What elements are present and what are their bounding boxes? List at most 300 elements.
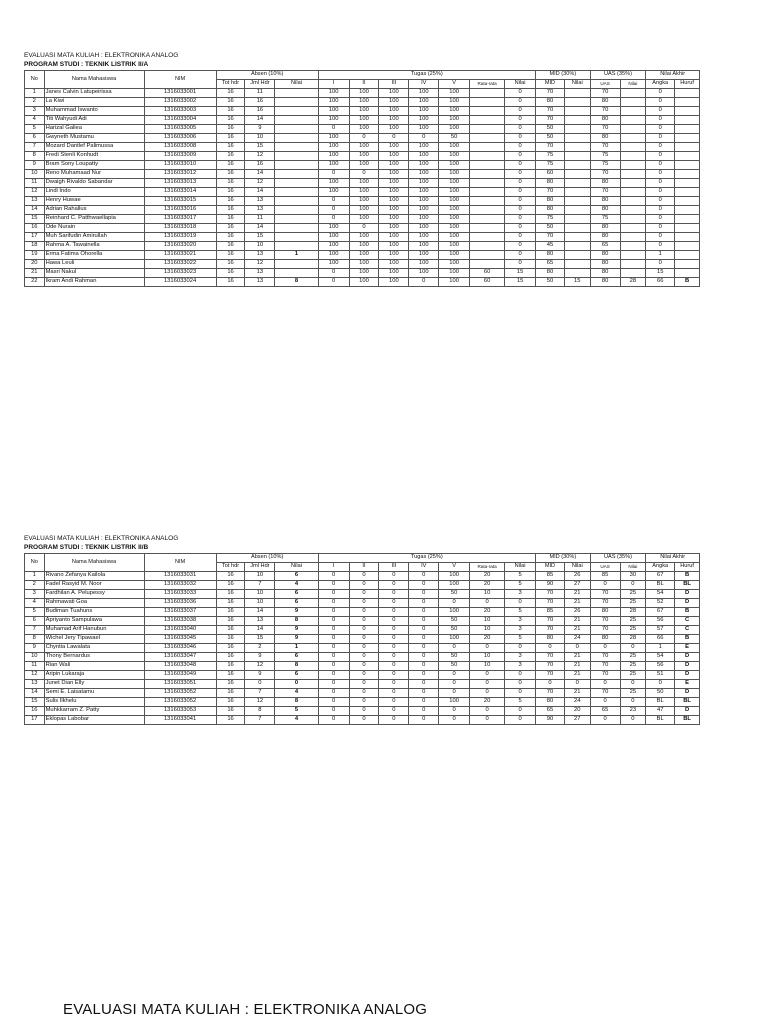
cell-rata: 0 bbox=[470, 680, 505, 689]
cell-nama: Fredi Stenli Konhudt bbox=[44, 152, 144, 161]
cell-absen-nilai bbox=[275, 269, 318, 278]
cell-tugas-nilai: 0 bbox=[505, 680, 536, 689]
table-row bbox=[25, 242, 700, 251]
col-absen: Absen (10%) bbox=[216, 554, 318, 563]
cell-tot-hdr: 16 bbox=[216, 179, 245, 188]
cell-angka: 0 bbox=[646, 260, 675, 269]
cell-tot-hdr: 16 bbox=[216, 581, 245, 590]
cell-t2: 100 bbox=[349, 143, 379, 152]
table-row bbox=[25, 143, 700, 152]
cell-rata: 0 bbox=[470, 599, 505, 608]
cell-t1: 0 bbox=[318, 572, 349, 581]
cell-mid-nilai bbox=[564, 125, 590, 134]
cell-rata bbox=[470, 197, 505, 206]
cell-nama: Wichel Jery Tipawael bbox=[44, 635, 144, 644]
cell-t1: 0 bbox=[318, 644, 349, 653]
cell-huruf bbox=[675, 134, 700, 143]
cell-t5: 50 bbox=[439, 626, 470, 635]
cell-jml-hdr: 0 bbox=[245, 680, 275, 689]
cell-t5: 100 bbox=[439, 581, 470, 590]
cell-uas: 70 bbox=[590, 617, 620, 626]
cell-huruf bbox=[675, 215, 700, 224]
cell-huruf bbox=[675, 125, 700, 134]
cell-t2: 0 bbox=[349, 626, 379, 635]
cell-rata bbox=[470, 206, 505, 215]
cell-jml-hdr: 13 bbox=[245, 278, 275, 287]
cell-absen-nilai bbox=[275, 116, 318, 125]
cell-uas: 80 bbox=[590, 98, 620, 107]
cell-no: 13 bbox=[25, 680, 45, 689]
cell-rata: 20 bbox=[470, 635, 505, 644]
cell-huruf bbox=[675, 161, 700, 170]
cell-angka: 66 bbox=[646, 278, 675, 287]
table-row bbox=[25, 224, 700, 233]
cell-t2: 0 bbox=[349, 608, 379, 617]
cell-rata bbox=[470, 179, 505, 188]
col-rata: Rata-rata bbox=[470, 563, 505, 572]
cell-nama: Muhammad Iswanto bbox=[44, 107, 144, 116]
cell-t5: 100 bbox=[439, 179, 470, 188]
cell-nim: 1316033023 bbox=[144, 269, 216, 278]
cell-nama: Muhamad Arif Hanubun bbox=[44, 626, 144, 635]
col-mid: MID (30%) bbox=[536, 71, 591, 80]
cell-tugas-nilai: 0 bbox=[505, 89, 536, 98]
cell-tot-hdr: 16 bbox=[216, 599, 245, 608]
cell-tugas-nilai: 0 bbox=[505, 161, 536, 170]
cell-uas: 70 bbox=[590, 107, 620, 116]
cell-rata: 20 bbox=[470, 698, 505, 707]
table-row bbox=[25, 626, 700, 635]
cell-no: 12 bbox=[25, 671, 45, 680]
cell-rata: 10 bbox=[470, 590, 505, 599]
cell-mid-nilai: 24 bbox=[564, 635, 590, 644]
cell-t1: 0 bbox=[318, 689, 349, 698]
cell-mid-nilai: 20 bbox=[564, 707, 590, 716]
cell-t1: 0 bbox=[318, 662, 349, 671]
table-b-body bbox=[25, 572, 700, 725]
table-row bbox=[25, 152, 700, 161]
cell-uas-nilai: 25 bbox=[620, 599, 646, 608]
cell-t1: 0 bbox=[318, 653, 349, 662]
cell-tot-hdr: 16 bbox=[216, 188, 245, 197]
cell-huruf bbox=[675, 224, 700, 233]
cell-tugas-nilai: 5 bbox=[505, 581, 536, 590]
cell-mid: 70 bbox=[536, 626, 565, 635]
cell-t4: 100 bbox=[409, 260, 439, 269]
cell-t3: 100 bbox=[379, 224, 409, 233]
cell-t1: 0 bbox=[318, 206, 349, 215]
cell-mid: 80 bbox=[536, 98, 565, 107]
cell-t3: 100 bbox=[379, 116, 409, 125]
cell-t5: 50 bbox=[439, 617, 470, 626]
cell-nim: 1316033024 bbox=[144, 278, 216, 287]
cell-t4: 0 bbox=[409, 698, 439, 707]
cell-huruf: B bbox=[675, 278, 700, 287]
table-row bbox=[25, 233, 700, 242]
cell-huruf: B bbox=[675, 572, 700, 581]
cell-t4: 0 bbox=[409, 662, 439, 671]
cell-mid-nilai: 21 bbox=[564, 653, 590, 662]
cell-rata bbox=[470, 224, 505, 233]
cell-mid-nilai bbox=[564, 233, 590, 242]
cell-tugas-nilai: 0 bbox=[505, 179, 536, 188]
cell-t3: 0 bbox=[379, 662, 409, 671]
cell-angka: BL bbox=[646, 716, 675, 725]
cell-t3: 100 bbox=[379, 107, 409, 116]
cell-huruf: E bbox=[675, 644, 700, 653]
cell-tot-hdr: 16 bbox=[216, 278, 245, 287]
cell-t1: 100 bbox=[318, 134, 349, 143]
table-row bbox=[25, 170, 700, 179]
cell-absen-nilai: 9 bbox=[275, 635, 318, 644]
cell-uas-nilai: 25 bbox=[620, 671, 646, 680]
cell-no: 3 bbox=[25, 107, 45, 116]
col-uas-sub: UAS bbox=[590, 80, 620, 89]
cell-mid: 90 bbox=[536, 581, 565, 590]
cell-t1: 0 bbox=[318, 626, 349, 635]
cell-mid: 70 bbox=[536, 590, 565, 599]
cell-jml-hdr: 10 bbox=[245, 590, 275, 599]
cell-uas-nilai bbox=[620, 242, 646, 251]
col-uas: UAS (35%) bbox=[590, 554, 646, 563]
cell-t5: 100 bbox=[439, 251, 470, 260]
col-t3: III bbox=[379, 80, 409, 89]
cell-mid: 80 bbox=[536, 197, 565, 206]
cell-jml-hdr: 7 bbox=[245, 689, 275, 698]
cell-tot-hdr: 16 bbox=[216, 680, 245, 689]
cell-t5: 100 bbox=[439, 215, 470, 224]
cell-absen-nilai: 8 bbox=[275, 698, 318, 707]
cell-angka: 0 bbox=[646, 107, 675, 116]
cell-t4: 100 bbox=[409, 125, 439, 134]
cell-tugas-nilai: 3 bbox=[505, 653, 536, 662]
cell-t1: 100 bbox=[318, 179, 349, 188]
cell-angka: 0 bbox=[646, 152, 675, 161]
cell-t1: 0 bbox=[318, 269, 349, 278]
table-row bbox=[25, 251, 700, 260]
col-t2: II bbox=[349, 563, 379, 572]
cell-t5: 100 bbox=[439, 635, 470, 644]
cell-rata bbox=[470, 170, 505, 179]
cell-mid: 75 bbox=[536, 152, 565, 161]
cell-rata bbox=[470, 242, 505, 251]
cell-rata bbox=[470, 251, 505, 260]
cell-mid: 80 bbox=[536, 635, 565, 644]
cell-angka: 0 bbox=[646, 179, 675, 188]
cell-uas: 80 bbox=[590, 134, 620, 143]
cell-t2: 100 bbox=[349, 260, 379, 269]
cell-tot-hdr: 16 bbox=[216, 125, 245, 134]
cell-t4: 100 bbox=[409, 179, 439, 188]
cell-t2: 0 bbox=[349, 224, 379, 233]
cell-uas-nilai: 28 bbox=[620, 278, 646, 287]
cell-rata bbox=[470, 215, 505, 224]
cell-huruf: D bbox=[675, 599, 700, 608]
cell-t2: 100 bbox=[349, 188, 379, 197]
cell-nim: 1316033020 bbox=[144, 242, 216, 251]
cell-uas: 80 bbox=[590, 278, 620, 287]
cell-nim: 1316033003 bbox=[144, 107, 216, 116]
cell-jml-hdr: 8 bbox=[245, 707, 275, 716]
cell-t3: 100 bbox=[379, 188, 409, 197]
table-row bbox=[25, 590, 700, 599]
cell-nim: 1316033037 bbox=[144, 608, 216, 617]
cell-mid: 80 bbox=[536, 269, 565, 278]
cell-t2: 0 bbox=[349, 134, 379, 143]
cell-t3: 0 bbox=[379, 653, 409, 662]
cell-nim: 1316033004 bbox=[144, 116, 216, 125]
cell-uas-nilai bbox=[620, 152, 646, 161]
cell-huruf bbox=[675, 260, 700, 269]
cell-uas-nilai bbox=[620, 215, 646, 224]
cell-angka: 67 bbox=[646, 572, 675, 581]
cell-t1: 100 bbox=[318, 116, 349, 125]
cell-t1: 0 bbox=[318, 278, 349, 287]
col-t1: I bbox=[318, 563, 349, 572]
cell-t5: 0 bbox=[439, 644, 470, 653]
cell-mid-nilai: 21 bbox=[564, 671, 590, 680]
cell-no: 20 bbox=[25, 260, 45, 269]
cell-nama: Hawa Leuli bbox=[44, 260, 144, 269]
cell-absen-nilai bbox=[275, 134, 318, 143]
cell-mid: 70 bbox=[536, 89, 565, 98]
cell-angka: 0 bbox=[646, 125, 675, 134]
cell-t3: 100 bbox=[379, 260, 409, 269]
cell-mid: 70 bbox=[536, 116, 565, 125]
cell-t5: 0 bbox=[439, 671, 470, 680]
cell-jml-hdr: 10 bbox=[245, 572, 275, 581]
cell-nama: Rivano Zefanya Kailola bbox=[44, 572, 144, 581]
cell-t2: 100 bbox=[349, 233, 379, 242]
cell-uas-nilai bbox=[620, 107, 646, 116]
cell-mid: 80 bbox=[536, 179, 565, 188]
cell-nama: La Kiwi bbox=[44, 98, 144, 107]
cell-t4: 0 bbox=[409, 707, 439, 716]
cell-jml-hdr: 7 bbox=[245, 716, 275, 725]
cell-t5: 100 bbox=[439, 143, 470, 152]
cell-t3: 100 bbox=[379, 179, 409, 188]
cell-angka: 0 bbox=[646, 680, 675, 689]
cell-mid: 0 bbox=[536, 644, 565, 653]
cell-mid-nilai: 15 bbox=[564, 278, 590, 287]
cell-t4: 0 bbox=[409, 581, 439, 590]
cell-absen-nilai bbox=[275, 188, 318, 197]
cell-absen-nilai: 6 bbox=[275, 572, 318, 581]
col-uas: UAS (35%) bbox=[590, 71, 646, 80]
cell-tot-hdr: 16 bbox=[216, 635, 245, 644]
cell-t1: 100 bbox=[318, 242, 349, 251]
col-huruf: Huruf bbox=[675, 80, 700, 89]
cell-nim: 1316033014 bbox=[144, 188, 216, 197]
cell-t5: 0 bbox=[439, 599, 470, 608]
cell-rata: 60 bbox=[470, 278, 505, 287]
cell-jml-hdr: 2 bbox=[245, 644, 275, 653]
cell-tugas-nilai: 5 bbox=[505, 608, 536, 617]
col-mid: MID (30%) bbox=[536, 554, 591, 563]
cell-t5: 50 bbox=[439, 590, 470, 599]
cell-jml-hdr: 15 bbox=[245, 233, 275, 242]
cell-nama: Ode Nurain bbox=[44, 224, 144, 233]
cell-tot-hdr: 16 bbox=[216, 626, 245, 635]
cell-t3: 100 bbox=[379, 89, 409, 98]
cell-no: 14 bbox=[25, 206, 45, 215]
cell-t4: 0 bbox=[409, 653, 439, 662]
cell-tugas-nilai: 3 bbox=[505, 617, 536, 626]
cell-rata: 60 bbox=[470, 269, 505, 278]
cell-t5: 100 bbox=[439, 125, 470, 134]
cell-tugas-nilai: 5 bbox=[505, 572, 536, 581]
cell-t4: 0 bbox=[409, 134, 439, 143]
cell-rata: 10 bbox=[470, 617, 505, 626]
cell-tugas-nilai: 0 bbox=[505, 152, 536, 161]
cell-uas: 70 bbox=[590, 188, 620, 197]
table-row bbox=[25, 653, 700, 662]
cell-tugas-nilai: 0 bbox=[505, 98, 536, 107]
cell-mid-nilai bbox=[564, 98, 590, 107]
cell-uas-nilai bbox=[620, 260, 646, 269]
cell-nama: Dwaigh Rivaldo Sabandar bbox=[44, 179, 144, 188]
cell-tot-hdr: 16 bbox=[216, 251, 245, 260]
cell-tugas-nilai: 15 bbox=[505, 269, 536, 278]
cell-angka: 57 bbox=[646, 626, 675, 635]
cell-nim: 1316033040 bbox=[144, 626, 216, 635]
cell-t1: 0 bbox=[318, 680, 349, 689]
col-no: No bbox=[25, 71, 45, 89]
cell-tugas-nilai: 0 bbox=[505, 170, 536, 179]
cell-angka: 0 bbox=[646, 170, 675, 179]
cell-huruf bbox=[675, 143, 700, 152]
col-nama: Nama Mahasiswa bbox=[44, 71, 144, 89]
cell-no: 9 bbox=[25, 161, 45, 170]
cell-jml-hdr: 15 bbox=[245, 143, 275, 152]
col-huruf: Huruf bbox=[675, 563, 700, 572]
cell-uas: 65 bbox=[590, 707, 620, 716]
cell-angka: BL bbox=[646, 698, 675, 707]
cell-nim: 1316033033 bbox=[144, 590, 216, 599]
cell-t4: 0 bbox=[409, 689, 439, 698]
cell-nama: Titi Wahyudi Adi bbox=[44, 116, 144, 125]
cell-t1: 100 bbox=[318, 161, 349, 170]
cell-t5: 50 bbox=[439, 662, 470, 671]
table-row bbox=[25, 161, 700, 170]
cell-uas-nilai: 0 bbox=[620, 581, 646, 590]
grade-table-b bbox=[24, 553, 700, 725]
cell-mid-nilai bbox=[564, 188, 590, 197]
cell-mid: 70 bbox=[536, 143, 565, 152]
table-a-header bbox=[25, 71, 700, 89]
cell-t4: 100 bbox=[409, 107, 439, 116]
cell-jml-hdr: 9 bbox=[245, 671, 275, 680]
cell-tot-hdr: 16 bbox=[216, 116, 245, 125]
cell-jml-hdr: 12 bbox=[245, 260, 275, 269]
cell-huruf bbox=[675, 152, 700, 161]
cell-nama: Budiman Tuahuns bbox=[44, 608, 144, 617]
cell-angka: 50 bbox=[646, 689, 675, 698]
table-row bbox=[25, 662, 700, 671]
cell-absen-nilai: 4 bbox=[275, 689, 318, 698]
cell-t4: 100 bbox=[409, 224, 439, 233]
cell-nama: Eklopas Labobar bbox=[44, 716, 144, 725]
cell-no: 15 bbox=[25, 698, 45, 707]
cell-tot-hdr: 16 bbox=[216, 215, 245, 224]
cell-no: 7 bbox=[25, 143, 45, 152]
cell-t5: 100 bbox=[439, 188, 470, 197]
cell-nim: 1316033018 bbox=[144, 224, 216, 233]
cell-no: 8 bbox=[25, 152, 45, 161]
cell-absen-nilai bbox=[275, 242, 318, 251]
cell-uas: 0 bbox=[590, 716, 620, 725]
cell-t4: 100 bbox=[409, 170, 439, 179]
cell-t5: 0 bbox=[439, 716, 470, 725]
cell-jml-hdr: 12 bbox=[245, 698, 275, 707]
cell-mid: 70 bbox=[536, 653, 565, 662]
cell-tugas-nilai: 0 bbox=[505, 707, 536, 716]
cell-mid-nilai: 21 bbox=[564, 662, 590, 671]
cell-no: 11 bbox=[25, 179, 45, 188]
cell-nama: Fadel Rasyid M. Noor bbox=[44, 581, 144, 590]
cell-jml-hdr: 15 bbox=[245, 635, 275, 644]
cell-angka: 0 bbox=[646, 188, 675, 197]
cell-jml-hdr: 7 bbox=[245, 581, 275, 590]
cell-t5: 100 bbox=[439, 161, 470, 170]
cell-nim: 1316033052 bbox=[144, 698, 216, 707]
cell-huruf bbox=[675, 188, 700, 197]
cell-angka: 15 bbox=[646, 269, 675, 278]
cell-no: 2 bbox=[25, 98, 45, 107]
col-tugas-nilai: Nilai bbox=[505, 563, 536, 572]
cell-jml-hdr: 13 bbox=[245, 206, 275, 215]
cell-t4: 0 bbox=[409, 671, 439, 680]
table-row bbox=[25, 707, 700, 716]
cell-tugas-nilai: 5 bbox=[505, 698, 536, 707]
cell-nama: Rian Wali bbox=[44, 662, 144, 671]
cell-t5: 100 bbox=[439, 608, 470, 617]
cell-nama: Harizal Galiea bbox=[44, 125, 144, 134]
cell-t1: 100 bbox=[318, 98, 349, 107]
cell-uas-nilai bbox=[620, 143, 646, 152]
cell-t2: 0 bbox=[349, 662, 379, 671]
cell-absen-nilai bbox=[275, 161, 318, 170]
cell-no: 4 bbox=[25, 116, 45, 125]
cell-huruf bbox=[675, 107, 700, 116]
cell-nama: Erma Fatima Ohorella bbox=[44, 251, 144, 260]
cell-uas-nilai: 25 bbox=[620, 653, 646, 662]
cell-uas-nilai: 23 bbox=[620, 707, 646, 716]
cell-nim: 1316033016 bbox=[144, 206, 216, 215]
col-angka: Angka bbox=[646, 80, 675, 89]
cell-uas-nilai: 25 bbox=[620, 662, 646, 671]
cell-uas-nilai bbox=[620, 206, 646, 215]
cell-uas-nilai: 0 bbox=[620, 716, 646, 725]
cell-mid-nilai: 24 bbox=[564, 698, 590, 707]
cell-huruf bbox=[675, 242, 700, 251]
cell-huruf: D bbox=[675, 590, 700, 599]
cell-t5: 100 bbox=[439, 698, 470, 707]
cell-jml-hdr: 13 bbox=[245, 269, 275, 278]
cell-t2: 0 bbox=[349, 572, 379, 581]
cell-tot-hdr: 16 bbox=[216, 170, 245, 179]
cell-mid-nilai: 0 bbox=[564, 680, 590, 689]
table-row bbox=[25, 269, 700, 278]
cell-jml-hdr: 10 bbox=[245, 599, 275, 608]
cell-t1: 100 bbox=[318, 224, 349, 233]
cell-rata bbox=[470, 116, 505, 125]
cell-t2: 100 bbox=[349, 107, 379, 116]
cell-absen-nilai bbox=[275, 170, 318, 179]
cell-t1: 0 bbox=[318, 197, 349, 206]
cell-huruf bbox=[675, 233, 700, 242]
cell-angka: 0 bbox=[646, 143, 675, 152]
